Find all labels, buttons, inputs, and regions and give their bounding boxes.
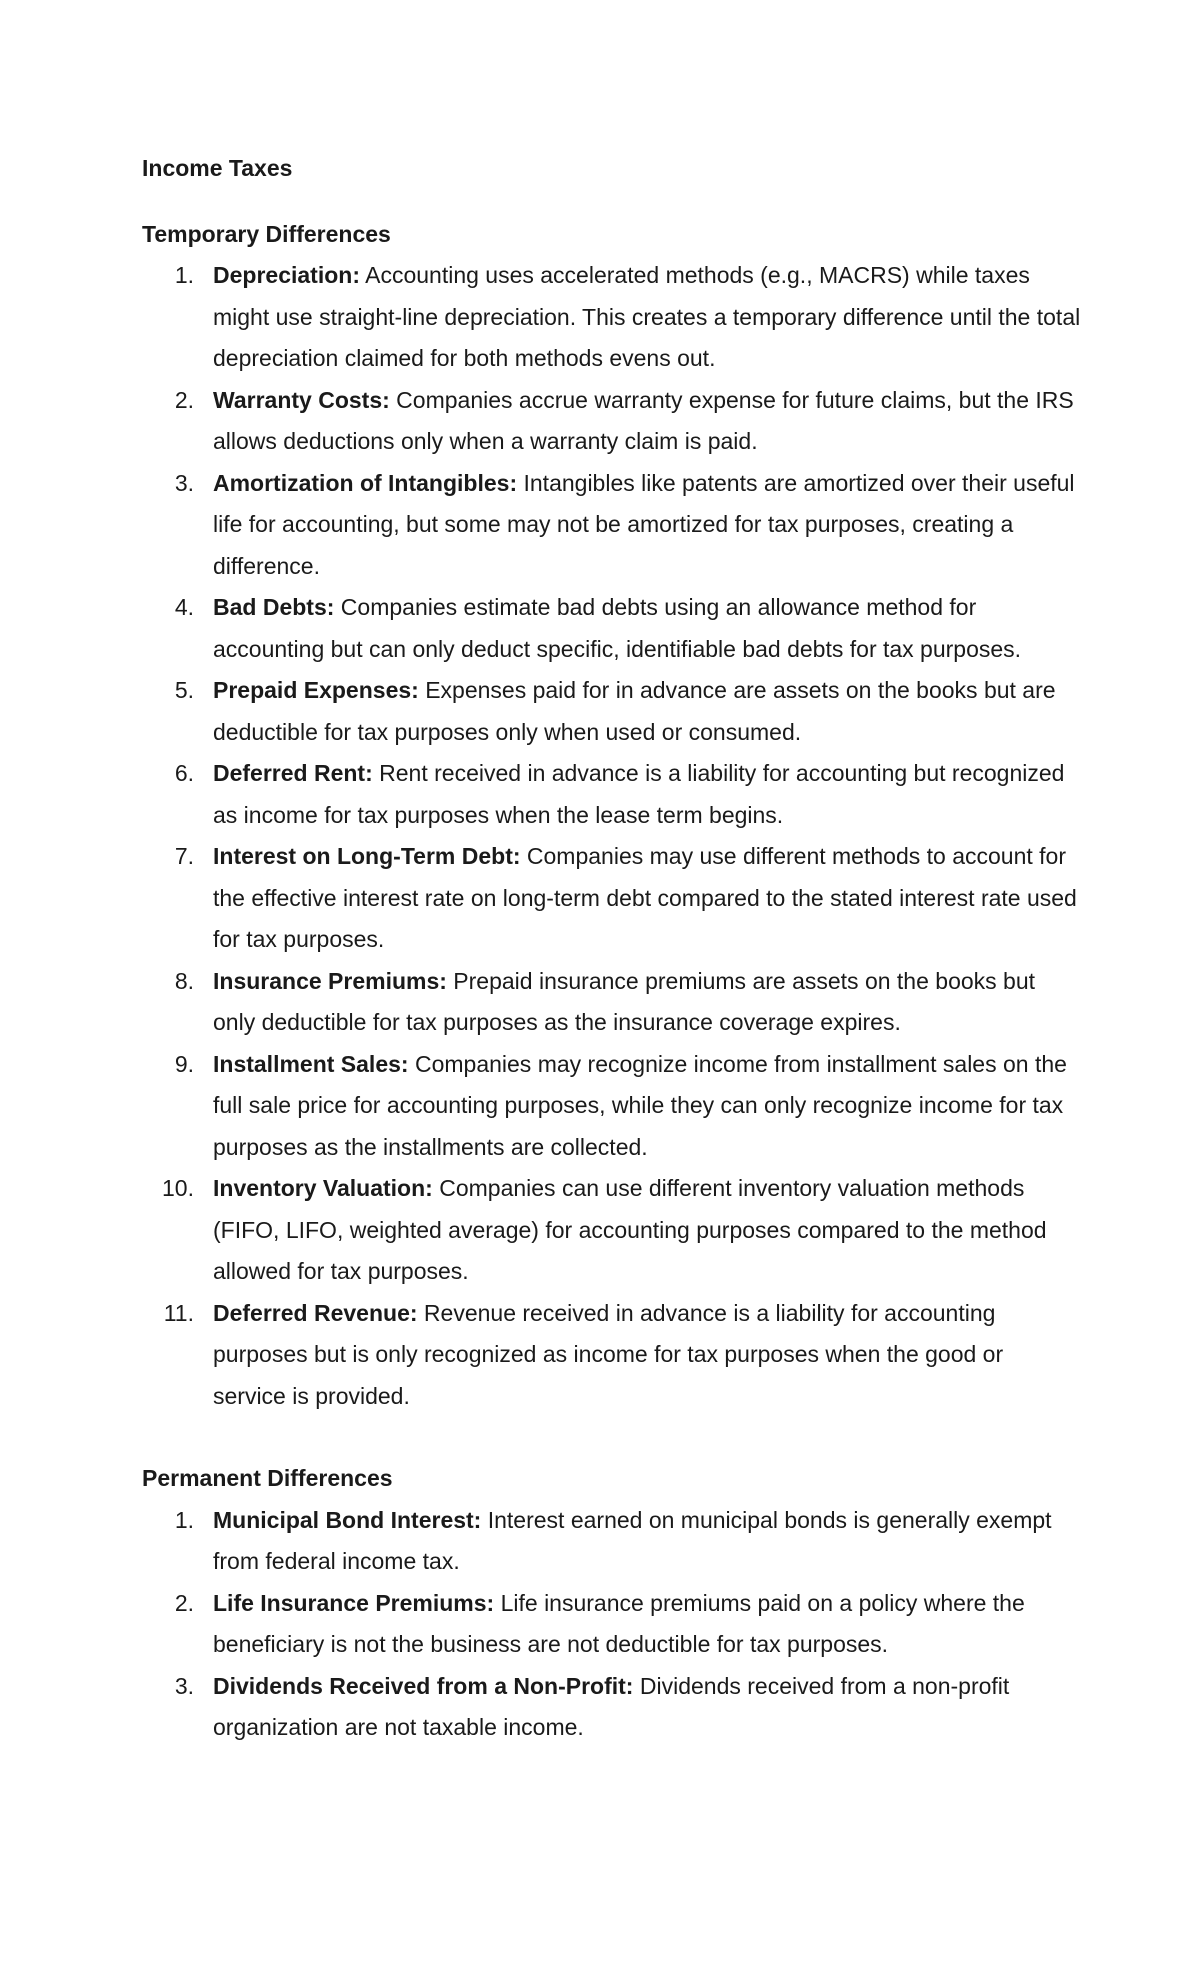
item-text: Companies estimate bad debts using an allowance method for accounting but can only deduct specific, identifiable bad debts for tax purposes. <box>213 594 1022 662</box>
list-item <box>142 836 1082 961</box>
list-item <box>142 961 1082 1044</box>
permanent-differences-list <box>142 1500 1082 1749</box>
list-item <box>142 587 1082 670</box>
list-item <box>142 380 1082 463</box>
list-item <box>142 753 1082 836</box>
item-term: Interest on Long-Term Debt: <box>213 843 521 869</box>
document-page <box>142 148 1082 1749</box>
item-text: Dividends received from a non-profit organization are not taxable income. <box>213 1672 1010 1740</box>
item-text: Intangibles like patents are amortized over their useful life for accounting, but some may not be amortized for tax purposes, creating a difference. <box>213 469 1075 579</box>
item-term: Life Insurance Premiums: <box>213 1589 495 1616</box>
item-number: 7. <box>174 843 194 869</box>
item-term: Depreciation: <box>213 262 360 288</box>
item-term: Warranty Costs: <box>213 386 390 413</box>
temporary-differences-list <box>142 255 1082 1417</box>
item-number: 1. <box>174 262 194 288</box>
item-text: Companies may recognize income from installment sales on the full sale price for accounting purposes, while they can only recognize income for tax purposes as the installments are collected. <box>213 1050 1067 1160</box>
temporary-differences-heading: Temporary Differences <box>142 220 391 247</box>
item-number: 8. <box>174 967 194 994</box>
item-text: Revenue received in advance is a liability for accounting purposes but is only recognized as income for tax purposes when the good or service is provided. <box>213 1299 1004 1409</box>
list-item <box>142 255 1082 380</box>
item-text: Interest earned on municipal bonds is generally exempt from federal income tax. <box>213 1506 1052 1574</box>
list-item <box>142 1500 1082 1583</box>
item-number: 11. <box>163 1299 194 1326</box>
item-term: Amortization of Intangibles: <box>213 469 518 496</box>
item-number: 3. <box>174 1672 194 1699</box>
item-number: 2. <box>174 1589 194 1616</box>
list-item <box>142 1293 1082 1418</box>
item-number: 1. <box>174 1506 194 1533</box>
item-text: Companies accrue warranty expense for future claims, but the IRS allows deductions only when a warranty claim is paid. <box>213 386 1074 454</box>
list-item <box>142 670 1082 753</box>
list-item <box>142 1583 1082 1666</box>
spacer <box>142 190 1082 214</box>
document-title: Income Taxes <box>142 155 293 181</box>
item-term: Inventory Valuation: <box>213 1175 433 1201</box>
item-number: 6. <box>174 760 194 786</box>
item-number: 9. <box>174 1050 194 1077</box>
list-item <box>142 463 1082 588</box>
item-term: Installment Sales: <box>213 1050 409 1077</box>
item-term: Municipal Bond Interest: <box>213 1506 482 1533</box>
list-item <box>142 1044 1082 1169</box>
item-term: Insurance Premiums: <box>213 967 447 994</box>
item-term: Deferred Rent: <box>213 760 373 786</box>
item-term: Dividends Received from a Non-Profit: <box>213 1672 634 1699</box>
list-item <box>142 1666 1082 1749</box>
item-text: Prepaid insurance premiums are assets on the books but only deductible for tax purposes as the insurance coverage expires. <box>213 967 1036 1035</box>
item-term: Prepaid Expenses: <box>213 677 419 703</box>
item-text: Rent received in advance is a liability for accounting but recognized as income for tax purposes when the lease term begins. <box>213 760 1065 828</box>
permanent-differences-heading: Permanent Differences <box>142 1465 393 1491</box>
item-number: 5. <box>174 677 194 703</box>
spacer <box>142 1417 1082 1458</box>
item-text: Accounting uses accelerated methods (e.g., MACRS) while taxes might use straight-line depreciation. This creates a temporary difference until the total depreciation claimed for both methods evens out. <box>213 262 1081 371</box>
item-term: Deferred Revenue: <box>213 1299 418 1326</box>
item-text: Companies may use different methods to account for the effective interest rate on long-term debt compared to the stated interest rate used for tax purposes. <box>213 843 1077 952</box>
item-text: Expenses paid for in advance are assets on the books but are deductible for tax purposes only when used or consumed. <box>213 677 1056 745</box>
list-item <box>142 1168 1082 1293</box>
item-text: Companies can use different inventory valuation methods (FIFO, LIFO, weighted average) for accounting purposes compared to the method allowed for tax purposes. <box>213 1175 1047 1284</box>
item-number: 10. <box>162 1175 194 1201</box>
item-number: 4. <box>174 594 194 620</box>
item-number: 3. <box>174 469 194 496</box>
item-term: Bad Debts: <box>213 594 335 620</box>
item-number: 2. <box>174 386 194 413</box>
item-text: Life insurance premiums paid on a policy where the beneficiary is not the business are not deductible for tax purposes. <box>213 1589 1025 1657</box>
